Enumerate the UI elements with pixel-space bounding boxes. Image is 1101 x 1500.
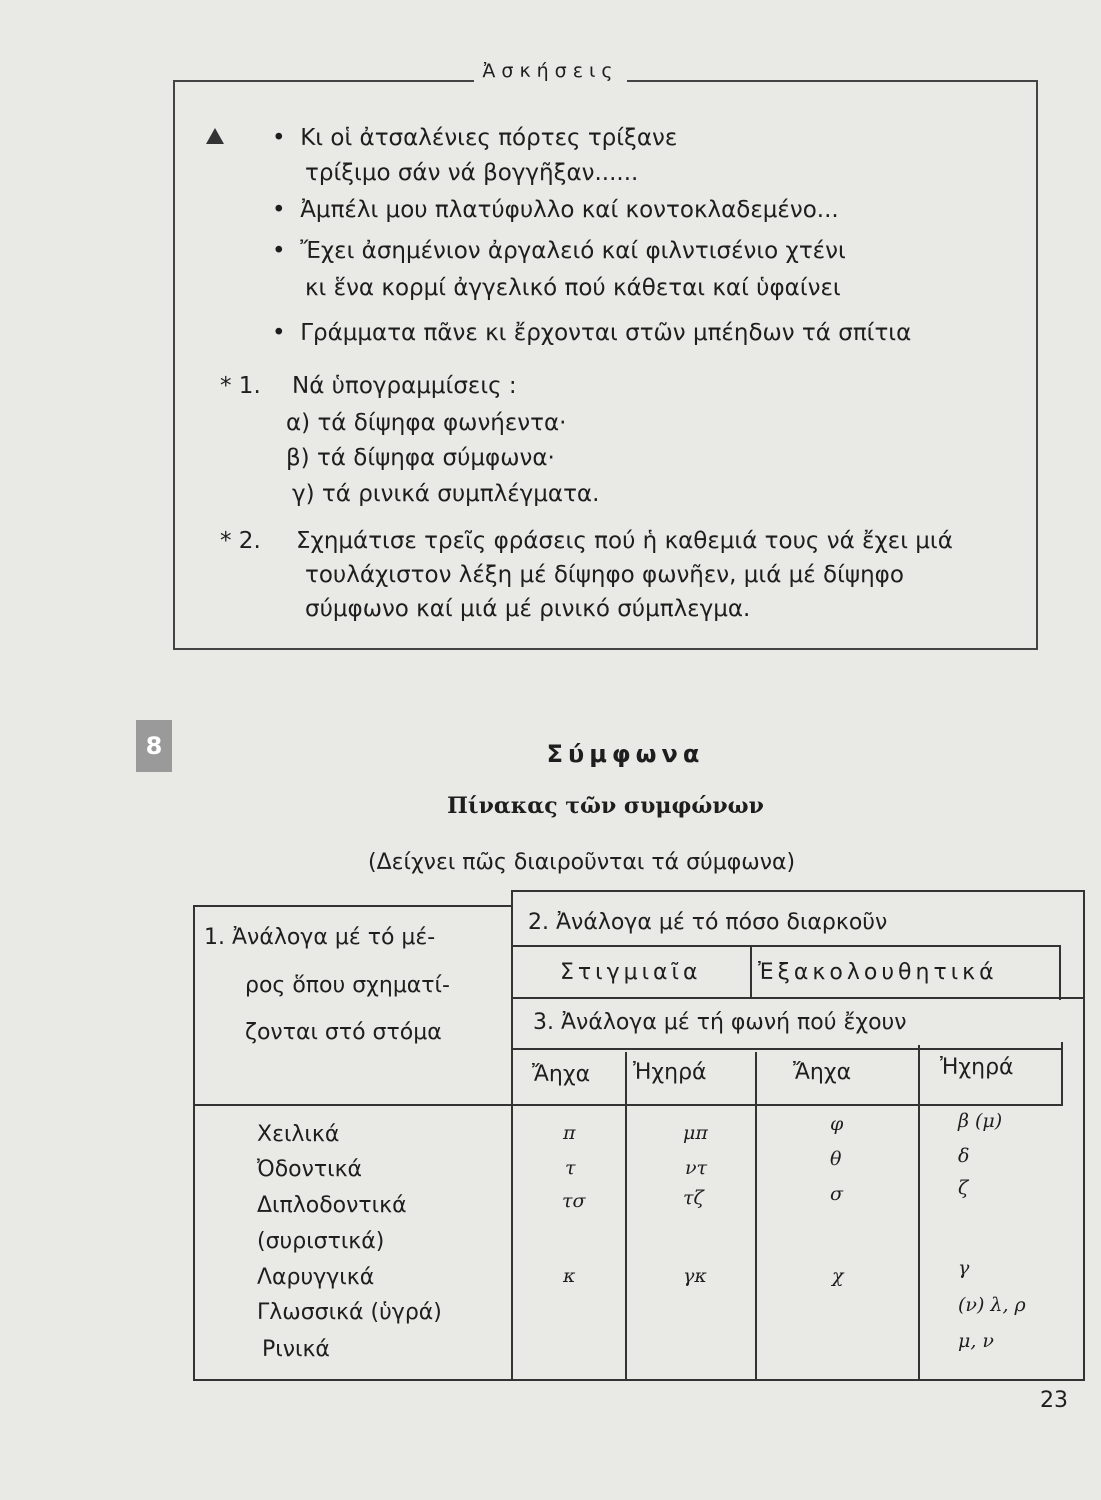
cell-value: (ν) λ, ρ <box>958 1294 1026 1316</box>
cell-value: φ <box>830 1113 844 1135</box>
row-label: Ρινικά <box>262 1337 330 1362</box>
bullet-line-1: • Κι οἱ ἀτσαλένιες πόρτες τρίξανε <box>272 125 678 151</box>
exakolouthitika-header: Ἐξακολουθητικά <box>758 960 998 985</box>
page-number: 23 <box>1040 1388 1068 1413</box>
row-label: Χειλικά <box>257 1122 340 1147</box>
task1-item-b: β) τά δίψηφα σύμφωνα· <box>286 445 555 471</box>
cell-value: κ <box>563 1265 576 1287</box>
cell-value: μπ <box>683 1122 708 1144</box>
triangle-icon <box>206 128 224 144</box>
task2-line-2: τουλάχιστον λέξη μέ δίψηφο φωνῆεν, μιά μέ δίψηφο <box>305 562 904 588</box>
sub-header-aicha-1: Ἄηχα <box>532 1062 591 1087</box>
cell-value: θ <box>830 1148 842 1170</box>
bullet-line-3: • Ἀμπέλι μου πλατύφυλλο καί κοντοκλαδεμένο... <box>272 197 839 223</box>
task1-item-a: α) τά δίψηφα φωνήεντα· <box>286 410 567 436</box>
cell-value: τσ <box>562 1190 586 1212</box>
bullet-line-4: • Ἔχει ἀσημένιον ἀργαλειό καί φιλντισένιο χτένι <box>272 238 846 264</box>
cell-value: μ, ν <box>958 1330 994 1352</box>
section-number-badge: 8 <box>136 720 172 772</box>
task2-marker: * 2. <box>220 528 261 554</box>
cell-value: τ <box>565 1157 576 1179</box>
cell-value: π <box>563 1122 576 1144</box>
row-label: (συριστικά) <box>257 1229 385 1254</box>
task1-item-c: γ) τά ρινικά συμπλέγματα. <box>292 481 600 507</box>
cell-value: σ <box>830 1183 843 1205</box>
task1-marker: * 1. <box>220 373 261 399</box>
section-subtitle: Πίνακας τῶν συμφώνων <box>447 793 764 819</box>
section-note: (Δείχνει πῶς διαιροῦνται τά σύμφωνα) <box>368 850 796 875</box>
bullet-line-5: κι ἕνα κορμί ἀγγελικό πού κάθεται καί ὑφαίνει <box>305 275 841 301</box>
exercises-title: Ἀσκήσεις <box>0 60 1101 82</box>
sub-header-ichira-1: Ἠχηρά <box>633 1060 707 1085</box>
cell-value: τζ <box>683 1187 704 1209</box>
col1-header-line-2: ρος ὅπου σχηματί- <box>245 973 450 998</box>
task1-text: Νά ὑπογραμμίσεις : <box>292 373 517 399</box>
row-label: Ὀδοντικά <box>257 1157 363 1182</box>
task2-line-3: σύμφωνο καί μιά μέ ρινικό σύμπλεγμα. <box>305 596 751 622</box>
cell-value: β (μ) <box>958 1110 1003 1132</box>
section-title: Σύμφωνα <box>546 740 705 768</box>
cell-value: χ <box>832 1265 844 1287</box>
row-label: Λαρυγγικά <box>257 1265 375 1290</box>
cell-value: γ <box>958 1257 970 1279</box>
row-label: Γλωσσικά (ὑγρά) <box>257 1300 442 1325</box>
col1-header-line-1: 1. Ἀνάλογα μέ τό μέ- <box>204 925 436 950</box>
row-label: Διπλοδοντικά <box>257 1193 407 1218</box>
cell-value: δ <box>958 1145 970 1167</box>
voice-header: 3. Ἀνάλογα μέ τή φωνή πού ἔχουν <box>533 1010 907 1035</box>
bullet-line-6: • Γράμματα πᾶνε κι ἔρχονται στῶν μπέηδων τά σπίτια <box>272 320 912 346</box>
cell-value: γκ <box>683 1265 707 1287</box>
col1-header-line-3: ζονται στό στόμα <box>245 1020 442 1045</box>
sub-header-aicha-2: Ἄηχα <box>793 1060 852 1085</box>
bullet-line-2: τρίξιμο σάν νά βογγῆξαν...... <box>305 160 639 186</box>
cell-value: ντ <box>685 1157 708 1179</box>
sub-header-ichira-2: Ἠχηρά <box>940 1055 1014 1080</box>
task2-line-1: Σχημάτισε τρεῖς φράσεις πού ἡ καθεμιά τους νά ἔχει μιά <box>296 528 953 554</box>
cell-value: ζ <box>958 1177 969 1199</box>
stigmiaia-header: Στιγμιαῖα <box>560 960 702 985</box>
duration-header: 2. Ἀνάλογα μέ τό πόσο διαρκοῦν <box>528 910 888 935</box>
